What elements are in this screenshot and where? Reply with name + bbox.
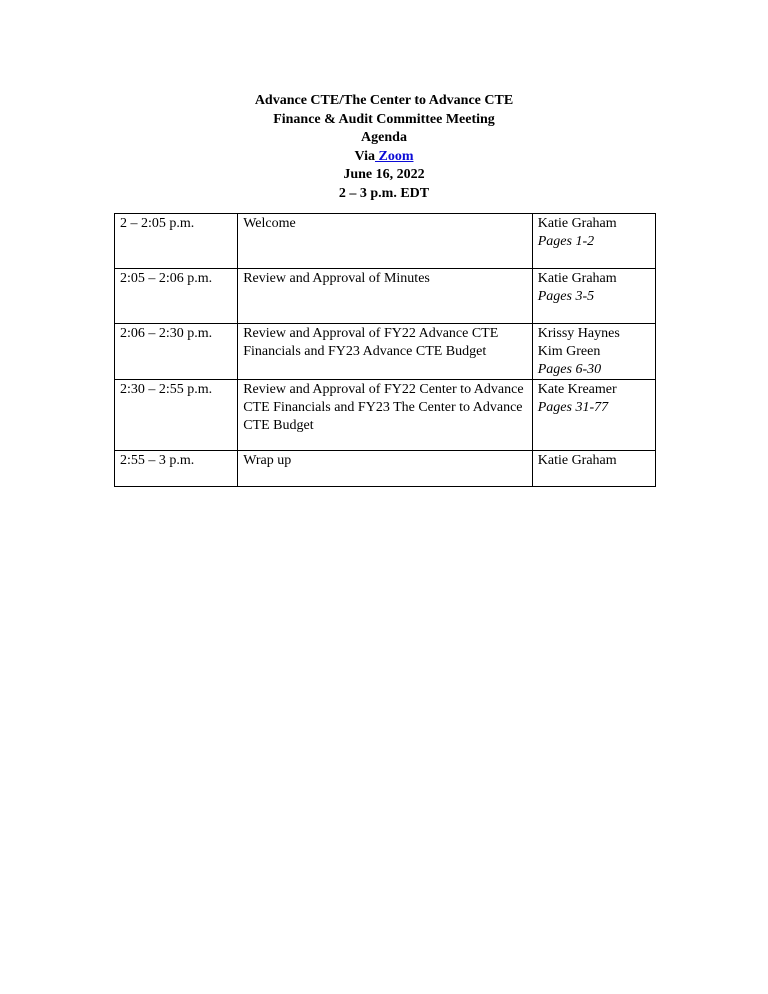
via-label: Via [354, 148, 375, 164]
meeting-date: June 16, 2022 [343, 167, 425, 182]
agenda-heading: Agenda [361, 130, 407, 145]
presenter-cell [532, 380, 655, 451]
document-header [0, 92, 768, 203]
zoom-link[interactable]: Zoom [374, 148, 414, 164]
presenter-name: Krissy Haynes [537, 326, 620, 341]
agenda-table [114, 213, 656, 487]
table-row [115, 269, 656, 324]
pages-ref: Pages 31-77 [537, 400, 609, 415]
meeting-time: 2 – 3 p.m. EDT [338, 185, 430, 201]
table-row [115, 324, 656, 380]
presenter-name: Katie Graham [537, 271, 617, 286]
time-cell: 2:05 – 2:06 p.m. [115, 269, 238, 324]
table-row [115, 214, 656, 269]
org-title: Advance CTE/The Center to Advance CTE [254, 93, 514, 108]
via-line [0, 148, 768, 167]
presenter-name: Kate Kreamer [537, 382, 617, 397]
item-cell: Review and Approval of FY22 Advance CTE Financials and FY23 Advance CTE Budget [238, 324, 533, 380]
item-cell: Wrap up [238, 451, 533, 487]
pages-ref: Pages 3-5 [537, 289, 595, 304]
table-row [115, 380, 656, 451]
item-cell: Welcome [238, 214, 533, 269]
presenter-name: Katie Graham [537, 453, 617, 468]
presenter-name: Katie Graham [537, 216, 617, 231]
pages-ref: Pages 1-2 [537, 234, 595, 249]
presenter-cell [532, 324, 655, 380]
time-cell: 2:30 – 2:55 p.m. [115, 380, 238, 451]
meeting-title: Finance & Audit Committee Meeting [273, 111, 495, 127]
pages-ref: Pages 6-30 [537, 362, 602, 377]
presenter-name: Kim Green [537, 344, 601, 359]
presenter-cell [532, 214, 655, 269]
item-cell: Review and Approval of FY22 Center to Advance CTE Financials and FY23 The Center to Advance CTE Budget [238, 380, 533, 451]
time-cell: 2:06 – 2:30 p.m. [115, 324, 238, 380]
item-cell: Review and Approval of Minutes [238, 269, 533, 324]
time-cell: 2:55 – 3 p.m. [115, 451, 238, 487]
table-row [115, 451, 656, 487]
presenter-cell [532, 269, 655, 324]
time-cell: 2 – 2:05 p.m. [115, 214, 238, 269]
presenter-cell [532, 451, 655, 487]
